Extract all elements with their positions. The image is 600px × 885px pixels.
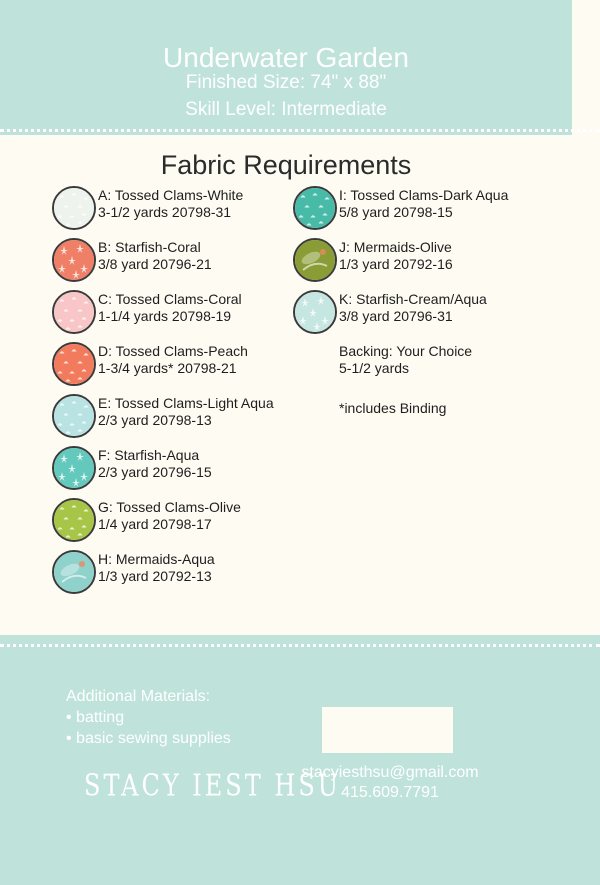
fabric-swatch-icon [52,290,96,334]
pattern-title: Underwater Garden [163,42,409,73]
fabric-yardage: 3-1/2 yards 20798-31 [98,204,232,220]
fabric-swatch-icon [293,290,337,334]
contact-email[interactable]: stacyiesthsu@gmail.com [301,764,479,781]
fabric-yardage: 1-1/4 yards 20798-19 [98,308,232,324]
binding-note: *includes Binding [339,400,447,416]
fabric-name: C: Tossed Clams-Coral [98,291,242,307]
fabric-name: K: Starfish-Cream/Aqua [339,291,487,307]
fabric-swatch-icon [52,550,96,594]
fabric-name: J: Mermaids-Olive [339,239,452,255]
fabric-yardage: 1/4 yard 20798-17 [98,516,212,532]
fabric-swatch-icon [52,498,96,542]
finished-size: Finished Size: 74" x 88" [185,72,387,93]
designer-signature: STACY IEST HSU [84,768,341,803]
fabric-name: B: Starfish-Coral [98,239,201,255]
fabric-name: G: Tossed Clams-Olive [98,499,241,515]
additional-materials-title: Additional Materials: [66,688,211,705]
contact-phone: 415.609.7791 [341,784,439,801]
fabric-yardage: 5/8 yard 20798-15 [339,204,453,220]
fabric-swatch-icon [52,394,96,438]
fabric-name: A: Tossed Clams-White [98,187,244,203]
fabric-swatch-icon [293,186,337,230]
logo-placeholder [322,707,453,753]
fabric-yardage: 1-3/4 yards* 20798-21 [98,360,237,376]
fabric-name: F: Starfish-Aqua [98,447,200,463]
fabric-name: E: Tossed Clams-Light Aqua [98,395,274,411]
fabric-name: D: Tossed Clams-Peach [98,343,248,359]
fabric-name: H: Mermaids-Aqua [98,551,215,567]
fabric-yardage: 2/3 yard 20798-13 [98,412,212,428]
header-edge-strip [572,0,600,135]
footer-band [0,635,600,885]
fabric-swatch-icon [293,238,337,282]
material-item: • basic sewing supplies [66,730,231,747]
fabric-swatch-icon [52,238,96,282]
fabric-yardage: 2/3 yard 20796-15 [98,464,212,480]
footer-dotted-divider [0,644,600,647]
fabric-yardage: 1/3 yard 20792-13 [98,568,212,584]
fabric-swatch-icon [52,446,96,490]
fabric-swatch-icon [52,342,96,386]
header-dotted-divider [0,129,600,132]
fabric-yardage: 3/8 yard 20796-31 [339,308,453,324]
fabric-swatch-icon [52,186,96,230]
fabric-requirements-title: Fabric Requirements [160,150,412,180]
fabric-name: I: Tossed Clams-Dark Aqua [339,187,509,203]
backing-label: Backing: Your Choice [339,343,473,359]
backing-yardage: 5-1/2 yards [339,360,410,376]
material-item: • batting [66,709,125,726]
fabric-yardage: 1/3 yard 20792-16 [339,256,453,272]
fabric-yardage: 3/8 yard 20796-21 [98,256,212,272]
skill-level: Skill Level: Intermediate [185,99,387,120]
